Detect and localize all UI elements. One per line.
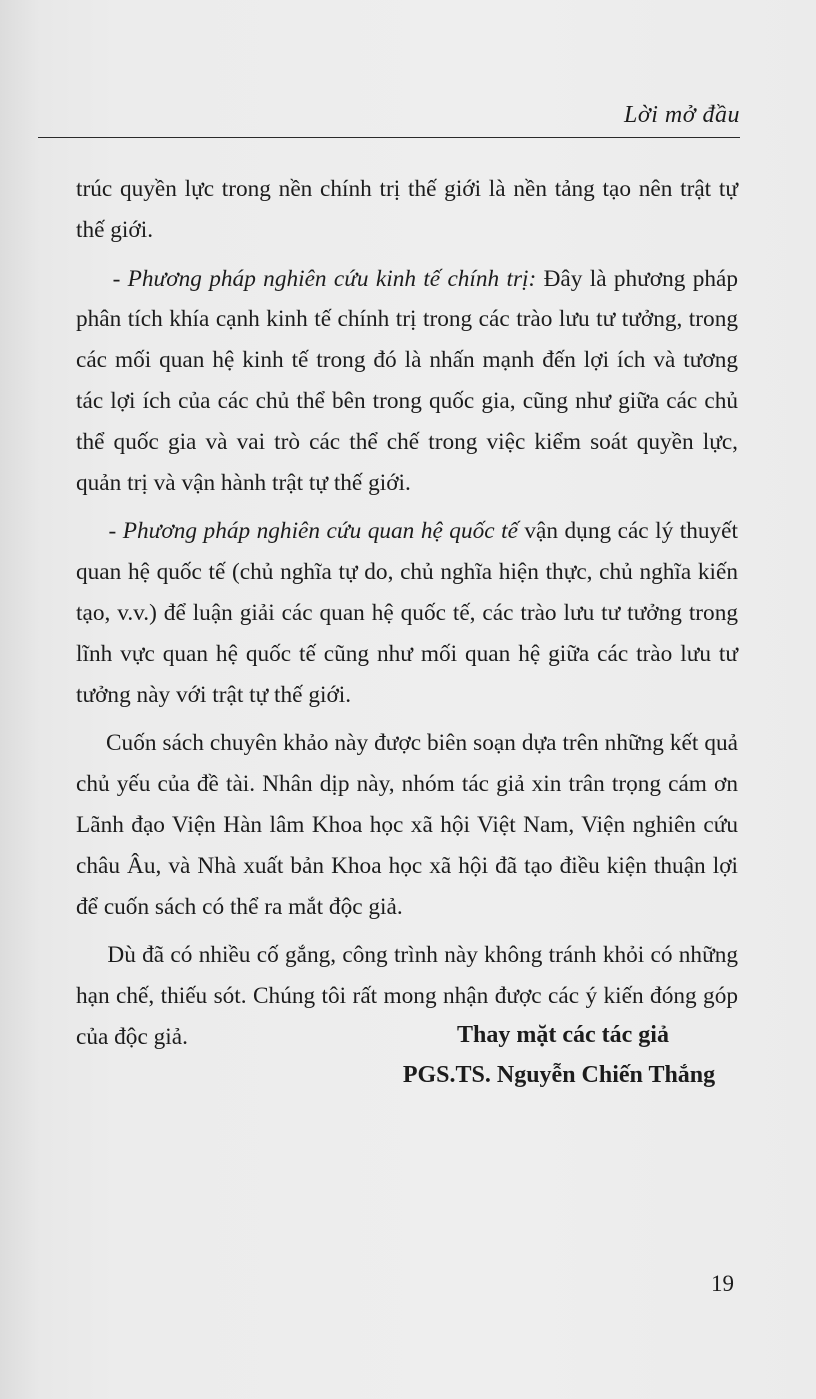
signature-block <box>380 1015 738 1095</box>
method-text-international-relations: vận dụng các lý thuyết quan hệ quốc tế (chủ nghĩa tự do, chủ nghĩa hiện thực, chủ nghĩa kiến tạo, v.v.) để luận giải các quan hệ quốc tế, các trào lưu tư tưởng trong lĩnh vực quan hệ quốc tế cũng như mối quan hệ giữa các trào lưu tư tưởng này với trật tự thế giới. <box>76 518 738 708</box>
page-number: 19 <box>711 1271 734 1296</box>
closing-text: Dù đã có nhiều cố gắng, công trình này không tránh khỏi có những hạn chế, thiếu sót. Chúng tôi rất mong nhận được các ý kiến đóng góp của độc giả. <box>76 942 739 1050</box>
method-text-political-economy: Đây là phương pháp phân tích khía cạnh kinh tế chính trị trong các trào lưu tư tưởng, trong các mối quan hệ kinh tế trong đó là nhấn mạnh đến lợi ích và tương tác lợi ích của các chủ thể bên trong quốc gia, cũng như giữa các chủ thể quốc gia và vai trò các thể chế trong việc kiểm soát quyền lực, quản trị và vận hành trật tự thế giới. <box>76 265 738 496</box>
signature-title: Thay mặt các tác giả <box>457 1022 669 1048</box>
header-rule <box>38 137 740 138</box>
method-lead-international-relations: - Phương pháp nghiên cứu quan hệ quốc tế <box>108 518 518 545</box>
paragraph-acknowledgement <box>76 723 738 927</box>
acknowledgement-text: Cuốn sách chuyên khảo này được biên soạn dựa trên những kết quả chủ yếu của đề tài. Nhân dịp này, nhóm tác giả xin trân trọng cám ơn Lãnh đạo Viện Hàn lâm Khoa học xã hội Việt Nam, Viện nghiên cứu châu Âu, và Nhà xuất bản Khoa học xã hội đã tạo điều kiện thuận lợi để cuốn sách có thể ra mắt độc giả. <box>76 730 739 920</box>
running-head: Lời mở đầu <box>624 102 740 128</box>
paragraph-international-relations-method <box>76 511 738 715</box>
paragraph-political-economy-method <box>76 259 738 504</box>
body-text <box>76 169 738 1066</box>
signature-name: PGS.TS. Nguyễn Chiến Thắng <box>402 1062 716 1088</box>
method-lead-political-economy: - Phương pháp nghiên cứu kinh tế chính trị: <box>112 265 537 292</box>
paragraph-continuation: trúc quyền lực trong nền chính trị thế giới là nền tảng tạo nên trật tự thế giới. <box>76 176 738 243</box>
